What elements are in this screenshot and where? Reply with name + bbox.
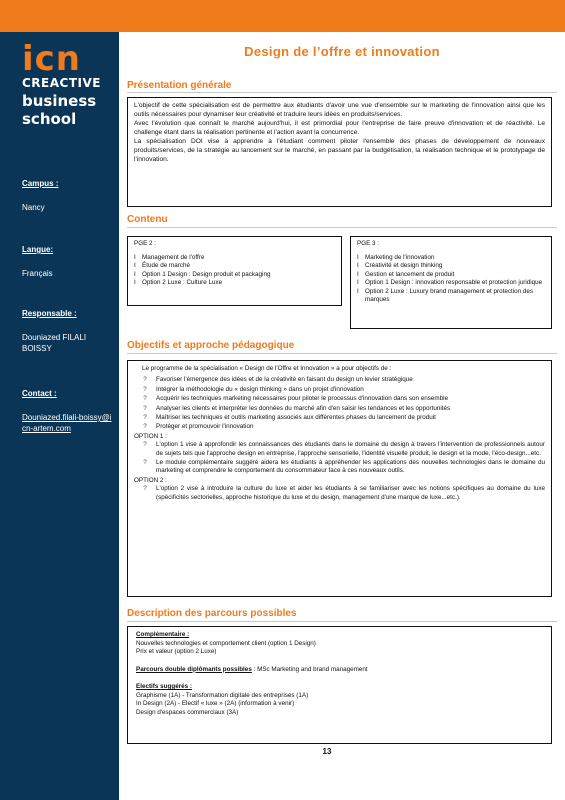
responsable-block: [22, 308, 114, 354]
list-item: I Option 1 Design : Design produit et packaging: [134, 270, 271, 278]
logo-school-text: school: [22, 110, 77, 128]
campus-label: Campus :: [22, 179, 59, 188]
section-title-contenu: Contenu: [127, 214, 168, 225]
contact-label: Contact :: [22, 389, 57, 398]
electifs-label: Electifs suggérés :: [136, 683, 192, 690]
list-item: I Étude de marché: [134, 262, 190, 269]
langue-block: [22, 244, 114, 279]
pge3-heading: PGE 3 :: [357, 240, 380, 247]
contact-block: [22, 388, 114, 434]
description-box: [127, 626, 552, 744]
campus-value: Nancy: [22, 203, 45, 212]
list-item: I Option 2 Luxe : Luxury brand management et protection des marques: [357, 287, 534, 303]
list-item: I Gestion et lancement de produit: [357, 270, 455, 278]
responsable-value: Douniazed FILALI BOISSY: [22, 333, 87, 353]
langue-label: Langue:: [22, 245, 54, 254]
complementaire-line: Nouvelles technologies et comportement client (option 1 Design): [136, 639, 316, 647]
list-item: ? Favoriser l'émergence des idées et de la créativité en faisant du design un levier stratégique: [143, 376, 413, 384]
presentation-box: [127, 97, 552, 207]
contact-email-link[interactable]: Douniazed.filali-boissy@icn-artem.com: [22, 413, 112, 433]
list-item: I Créativité et design thinking: [357, 262, 443, 269]
complementaire-line: Prix et valeur (option 2 Luxe): [136, 648, 217, 655]
double-diplome-label: Parcours double diplômants possibles: [136, 665, 252, 673]
list-item: I Option 2 Luxe : Culture Luxe: [134, 279, 223, 286]
list-item: ? Acquérir les techniques marketing nécessaires pour piloter le processus d'innovation dans son ensemble: [143, 395, 449, 403]
divider: [127, 227, 557, 228]
list-item: I Management de l'offre: [134, 253, 205, 261]
logo-creative-text: CREACTIVE: [22, 76, 101, 90]
page-number: 13: [322, 747, 332, 756]
complementaire-label: Complémentaire :: [136, 631, 190, 638]
top-orange-bar: [0, 0, 565, 32]
icn-logo: [22, 39, 101, 128]
presentation-paragraph: La spécialisation DOI vise à apprendre à l'étudiant comment piloter l'ensemble des phases de développement de nouveaux produits/services, de la stratégie au lancement sur le marché, en passant par la budgétisation, la réalisation technique et le prototypage de l'innovation.: [134, 138, 545, 163]
pge3-box: [350, 236, 552, 329]
pge2-heading: PGE 2 :: [134, 240, 157, 247]
list-item: I Marketing de l'innovation: [357, 253, 435, 261]
logo-icn-text: icn: [22, 39, 82, 79]
list-item: ? Analyser les clients et interpréter les données du marché afin d'en saisir les tendances et les opportunités: [143, 404, 451, 412]
list-item: I Option 1 Design : innovation responsable et protection juridique: [357, 279, 543, 286]
sidebar: [0, 32, 119, 800]
electif-line: Graphisme (1A) - Transformation digitale des entreprises (1A): [136, 691, 309, 699]
electif-line: In Design (2A) - Electif « luxe » (2A) (information à venir): [136, 700, 295, 707]
section-title-presentation: Présentation générale: [127, 80, 232, 91]
electif-line: Design d'espaces commerciaux (3A): [136, 708, 239, 716]
list-item: ? Intégrer la méthodologie du « design thinking » dans un projet d'innovation: [143, 385, 364, 393]
campus-block: [22, 178, 114, 213]
divider: [127, 92, 557, 93]
objectifs-intro: Le programme de la spécialisation « Design de l'Offre et Innovation » a pour objectifs de :: [142, 365, 392, 372]
page-title: Design de l’offre et innovation: [244, 44, 440, 59]
presentation-paragraph: L'objectif de cette spécialisation est de permettre aux étudiants d'avoir une vue d'ensemble sur le marketing de l'innovation ainsi que les outils nécessaires pour dynamiser leur créativité et traduire leurs idées en produits/services.: [134, 102, 545, 118]
option1-label: OPTION 1 :: [134, 432, 167, 440]
option2-label: OPTION 2 :: [134, 476, 167, 484]
list-item: ? Le module complémentaire suggéré aidera les étudiants à appréhender les applications des nouvelles technologies dans le domaine du marketing et comprendre le comportement du consommateur face à ces nouveaux outils.: [143, 459, 545, 475]
section-title-description: Description des parcours possibles: [127, 608, 297, 619]
list-item: ? L'option 2 vise à introduire la culture du luxe et aider les étudiants à se familiariser avec les notions spécifiques au domaine du luxe (spécificités sectorielles, approche historique du luxe et du design, management d'une marque de luxe...etc.).: [143, 485, 545, 501]
divider: [127, 621, 557, 622]
double-diplome-row: [136, 666, 543, 675]
section-title-objectifs: Objectifs et approche pédagogique: [127, 340, 295, 351]
presentation-paragraph: Avec l'évolution que connaît le marché aujourd'hui, il est primordial pour l'entreprise de faire preuve d'innovation et de réactivité. Le challenge étant dans la réalisation pertinente et l'action avant la concurrence.: [134, 120, 545, 136]
list-item: ? L'option 1 vise à approfondir les connaissances des étudiants dans le domaine du design à travers l'intervention de professionnels autour de sujets tels que l'approche design en entreprise, l'approche sensorielle, l'identité visuelle produit, le design et la mode, l'éco-design...etc.: [143, 441, 545, 457]
list-item: ? Maîtriser les techniques et outils marketing associés aux différentes phases du lancement de produit: [143, 414, 436, 422]
double-diplome-value: : MSc Marketing and brand management: [253, 665, 368, 673]
divider: [127, 353, 557, 354]
logo-business-text: business: [22, 92, 97, 110]
responsable-label: Responsable :: [22, 309, 77, 318]
objectifs-box: [127, 360, 552, 597]
pge2-box: [127, 236, 342, 306]
list-item: ? Protéger et promouvoir l'innovation: [143, 423, 254, 431]
langue-value: Français: [22, 269, 53, 278]
